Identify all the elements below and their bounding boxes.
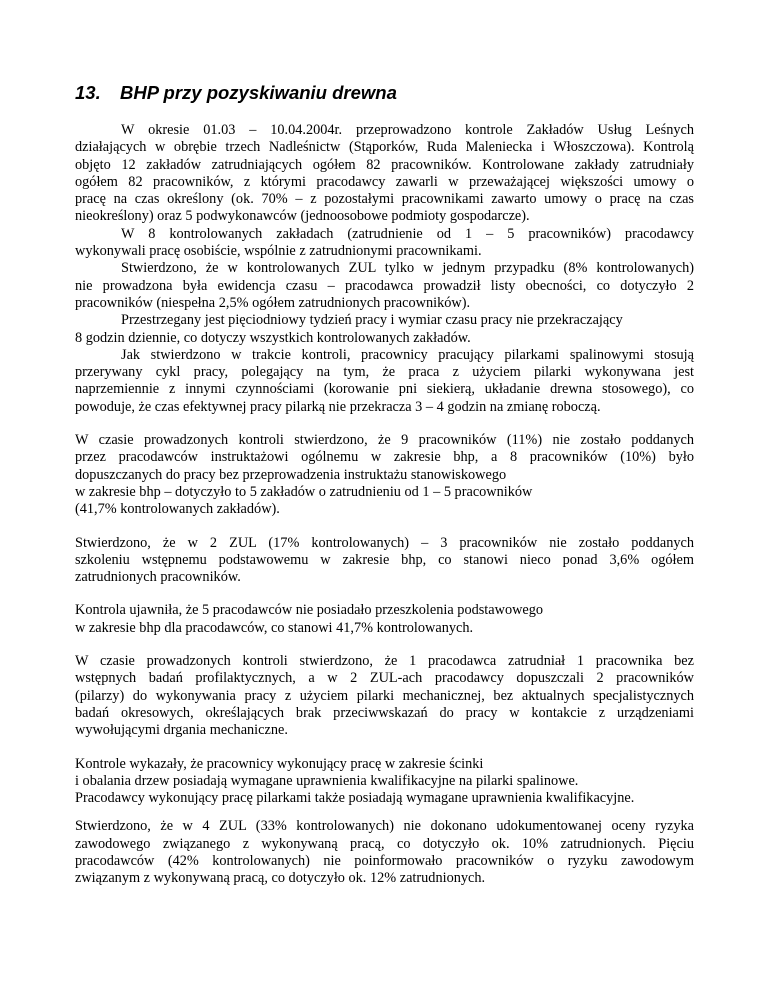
text-line: ogółem 82 pracowników, z którymi pracodawcy zawarli w przeważającej większości umowy o bbox=[75, 173, 694, 190]
text-line: naprzemiennie z innymi czynnościami (korowanie pni siekierą, układanie drewna stosowego), co bbox=[75, 381, 694, 398]
text-line: szkoleniu wstępnemu podstawowemu w zakresie bhp, co stanowi nieco ponad 3,6% ogółem bbox=[75, 551, 694, 568]
paragraph-5 bbox=[75, 347, 694, 416]
text-line: powoduje, że czas efektywnej pracy pilarką nie przekracza 3 – 4 godzin na zmianę roboczą. bbox=[75, 398, 601, 415]
text-line: i obalania drzew posiadają wymagane uprawnienia kwalifikacyjne na pilarki spalinowe. bbox=[75, 772, 579, 789]
paragraph-3 bbox=[75, 260, 694, 312]
paragraph-9 bbox=[75, 653, 694, 739]
text-line: nie prowadzona była ewidencja czasu – pracodawca prowadził listy obecności, co dotyczyło 2 bbox=[75, 277, 694, 294]
text-line: Stwierdzono, że w kontrolowanych ZUL tylko w jednym przypadku (8% kontrolowanych) bbox=[121, 260, 694, 277]
paragraph-4 bbox=[75, 312, 694, 347]
text-line: związanym z wykonywaną pracą, co dotyczyło ok. 12% zatrudnionych. bbox=[75, 870, 486, 887]
paragraph-8 bbox=[75, 602, 694, 637]
paragraph-gap bbox=[75, 740, 694, 756]
paragraph-1 bbox=[75, 122, 694, 226]
text-line: (41,7% kontrolowanych zakładów). bbox=[75, 501, 280, 518]
text-line: badań okresowych, określających brak przeciwwskazań do pracy w kontakcie z urządzeniami bbox=[75, 704, 694, 721]
paragraph-gap bbox=[75, 586, 694, 602]
text-line: działających w obrębie trzech Nadleśnictw (Stąporków, Ruda Maleniecka i Włoszczowa). Kontrolą bbox=[75, 139, 694, 156]
text-line: zawodowego związanego z wykonywaną pracą, co dotyczyło ok. 10% zatrudnionych. Pięciu bbox=[75, 835, 694, 852]
text-line: Stwierdzono, że w 4 ZUL (33% kontrolowanych) nie dokonano udokumentowanej oceny ryzyka bbox=[75, 818, 694, 835]
text-line: W 8 kontrolowanych zakładach (zatrudnienie od 1 – 5 pracowników) pracodawcy bbox=[121, 225, 694, 242]
text-line: wywołującymi drgania mechaniczne. bbox=[75, 722, 288, 739]
text-line: dopuszczanych do pracy bez przeprowadzenia instruktażu stanowiskowego bbox=[75, 466, 507, 483]
text-line: W czasie prowadzonych kontroli stwierdzono, że 9 pracowników (11%) nie zostało poddanych bbox=[75, 432, 694, 449]
section-heading bbox=[75, 82, 397, 104]
paragraph-gap bbox=[75, 519, 694, 535]
paragraph-gap bbox=[75, 807, 694, 818]
text-line: zatrudnionych pracowników. bbox=[75, 569, 241, 586]
text-line: przez pracodawców instruktażowi ogólnemu w zakresie bhp, a 8 pracowników (10%) było bbox=[75, 449, 694, 466]
text-line: pracodawców (42% kontrolowanych) nie poinformowało pracowników o ryzyku zawodowym bbox=[75, 852, 694, 869]
paragraph-2 bbox=[75, 226, 694, 261]
text-line: pracowników (niespełna 2,5% ogółem zatrudnionych pracowników). bbox=[75, 294, 471, 311]
text-line: objęto 12 zakładów zatrudniających ogółem 82 pracowników. Kontrolowane zakłady zatrudniały bbox=[75, 156, 694, 173]
text-line: 8 godzin dziennie, co dotyczy wszystkich kontrolowanych zakładów. bbox=[75, 329, 471, 346]
paragraph-gap bbox=[75, 637, 694, 653]
text-line: Kontrola ujawniła, że 5 pracodawców nie posiadało przeszkolenia podstawowego bbox=[75, 602, 544, 619]
text-line: wykonywali pracę osobiście, wspólnie z zatrudnionymi pracownikami. bbox=[75, 243, 482, 260]
section-number: 13. bbox=[75, 82, 101, 103]
text-line: przerywany cykl pracy, polegający na tym, że praca z użyciem pilarki wykonywana jest bbox=[75, 364, 694, 381]
text-line: wstępnych badań profilaktycznych, a w 2 ZUL-ach pracodawcy dopuszczali 2 pracowników bbox=[75, 670, 694, 687]
text-line: W czasie prowadzonych kontroli stwierdzono, że 1 pracodawca zatrudniał 1 pracownika bez bbox=[75, 653, 694, 670]
text-line: Stwierdzono, że w 2 ZUL (17% kontrolowanych) – 3 pracowników nie zostało poddanych bbox=[75, 534, 694, 551]
text-line: Kontrole wykazały, że pracownicy wykonujący pracę w zakresie ścinki bbox=[75, 755, 484, 772]
section-title: BHP przy pozyskiwaniu drewna bbox=[120, 82, 397, 103]
paragraph-10 bbox=[75, 756, 694, 808]
paragraph-7 bbox=[75, 535, 694, 587]
paragraph-6 bbox=[75, 432, 694, 518]
text-line: (pilarzy) do wykonywania pracy z użyciem pilarki mechanicznej, bez aktualnych specjalistycznych bbox=[75, 687, 694, 704]
text-line: w zakresie bhp – dotyczyło to 5 zakładów o zatrudnieniu od 1 – 5 pracowników bbox=[75, 483, 533, 500]
text-line: w zakresie bhp dla pracodawców, co stanowi 41,7% kontrolowanych. bbox=[75, 619, 474, 636]
text-line: Jak stwierdzono w trakcie kontroli, pracownicy pracujący pilarkami spalinowymi stosują bbox=[121, 346, 694, 363]
document-body bbox=[75, 122, 694, 888]
paragraph-gap bbox=[75, 416, 694, 432]
paragraph-11 bbox=[75, 818, 694, 887]
text-line: pracę na czas określony (ok. 70% – z pozostałymi pracownikami zawarto umowy o pracę na czas bbox=[75, 191, 694, 208]
text-line: nieokreślony) oraz 5 podwykonawców (jednoosobowe podmioty gospodarcze). bbox=[75, 208, 530, 225]
text-line: Pracodawcy wykonujący pracę pilarkami także posiadają wymagane uprawnienia kwalifikacyjne. bbox=[75, 790, 635, 807]
text-line: Przestrzegany jest pięciodniowy tydzień pracy i wymiar czasu pracy nie przekraczający bbox=[121, 312, 623, 329]
text-line: W okresie 01.03 – 10.04.2004r. przeprowadzono kontrole Zakładów Usług Leśnych bbox=[121, 122, 694, 138]
